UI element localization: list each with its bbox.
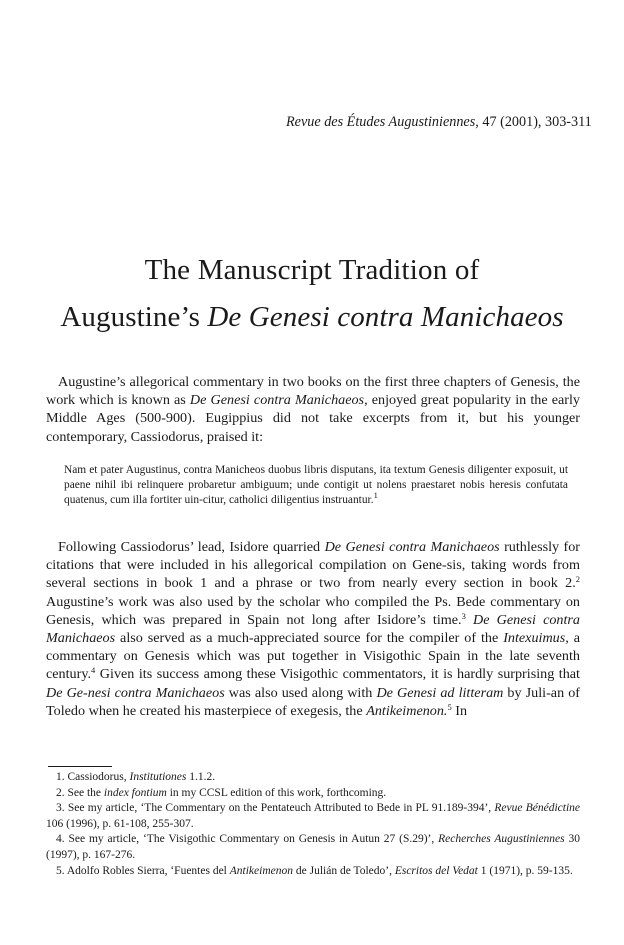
text-span: Following Cassiodorus’ lead, Isidore quarried — [58, 539, 325, 555]
text-span: , enjoyed great popularity in the early Middle Ages (500-900). Eugippius did not take excerpts from it, but his younger contemporary, Cassiodorus, praised it: — [46, 392, 581, 445]
text-span: In — [451, 702, 468, 719]
running-head — [286, 114, 592, 131]
text-span: 1 (1971), p. 59-135. — [477, 864, 573, 877]
footnote-ref-4[interactable]: 4 — [91, 665, 96, 676]
italic-span: Escritos del Vedat — [394, 864, 478, 877]
footnote-4 — [46, 832, 580, 863]
text-span: by Juli-an of Toledo when he created his masterpiece of exegesis, the — [46, 684, 580, 719]
footnote-separator — [48, 766, 112, 767]
footnotes — [46, 770, 580, 879]
footnote-1 — [46, 770, 580, 786]
italic-span: Recherches Augustiniennes — [438, 833, 565, 846]
italic-span: Antikeimenon. — [366, 702, 448, 719]
text-span: also served as a much-appreciated source for the compiler of the — [115, 630, 504, 647]
italic-span: De Genesi ad litteram — [376, 684, 504, 701]
italic-span: De Genesi contra Manichaeos — [46, 611, 580, 647]
paragraph-2 — [46, 538, 580, 720]
text-span: 3. See my article, ‘The Commentary on the Pentateuch Attributed to Bede in PL 91.189-394’, — [56, 802, 495, 815]
article-title-line-1: The Manuscript Tradition of — [144, 254, 480, 286]
italic-span: De Ge-nesi contra Manichaeos — [46, 684, 225, 701]
text-span: was also used along with — [224, 684, 377, 701]
text-span: Augustine’s allegorical commentary in two books on the first three chapters of Genesis, the work which is known as — [46, 374, 580, 409]
article-title-line-2 — [0, 301, 624, 334]
text-span: 1. Cassiodorus, — [56, 771, 130, 783]
text-span: 1.1.2. — [186, 771, 216, 783]
italic-span: Intexuimus, — [503, 630, 569, 647]
paragraph-1 — [46, 373, 580, 446]
text-span: 2. See the — [56, 786, 104, 799]
title-prefix: Augustine’s — [60, 301, 208, 333]
quote-text: Nam et pater Augustinus, contra Manicheos duobus libris disputans, ita textum Genesis diligenter exposuit, ut paene nihil ibi relinquere probaretur ambiguum; unde contigit ut nolens praestaret nobis heresis confutata quatenus, cum illa fortiter uin-citur, catholici diligentius instruantur. — [64, 464, 568, 507]
italic-span: Revue Bénédictine — [494, 802, 580, 815]
footnote-ref-3[interactable]: 3 — [461, 610, 466, 621]
footnote-ref-1[interactable]: 1 — [373, 490, 378, 501]
italic-span: De Genesi contra Manichaeos — [324, 539, 500, 555]
text-span: a commentary on Genesis which was put together in Visigothic Spain in the late seventh century. — [46, 630, 580, 683]
title-work: De Genesi contra Manichaeos — [207, 301, 564, 333]
italic-span: index fontium — [103, 786, 167, 799]
footnote-3 — [46, 801, 580, 832]
text-span: 5. Adolfo Robles Sierra, ‘Fuentes del — [56, 864, 230, 877]
text-span: in my CCSL edition of this work, forthcoming. — [166, 786, 387, 799]
text-span: Given its success among these Visigothic commentators, it is hardly surprising that — [95, 666, 580, 683]
italic-span: De Genesi contra Manichaeos — [189, 392, 365, 409]
footnote-2 — [46, 786, 580, 802]
text-span: 4. See my article, ‘The Visigothic Commentary on Genesis in Autun 27 (S.29)’, — [56, 833, 439, 846]
text-span: Augustine’s work was also used by the scholar who compiled the Ps. Bede commentary on Genesis, which was prepared in Spain not long after Isidore’s time. — [46, 593, 580, 628]
italic-span: Institutiones — [129, 771, 187, 783]
italic-span: Antikeimenon — [229, 864, 293, 877]
text-span: 106 (1996), p. 61-108, 255-307. — [46, 817, 194, 830]
journal-citation: , 47 (2001), 303-311 — [475, 114, 592, 130]
text-span: ruthlessly for citations that were included in his allegorical compilation on Gene-sis, taking words from several sections in book 1 and a phrase or two from nearly every section in book 2. — [46, 539, 580, 592]
footnote-5 — [46, 864, 580, 880]
footnote-ref-2[interactable]: 2 — [575, 574, 580, 585]
text-span: de Julián de Toledo’, — [293, 864, 395, 877]
text-span — [466, 612, 473, 628]
text-span: 30 (1997), p. 167-276. — [46, 833, 581, 861]
footnote-ref-5[interactable]: 5 — [447, 701, 452, 712]
block-quote — [64, 463, 568, 509]
journal-name: Revue des Études Augustiniennes — [286, 114, 476, 130]
